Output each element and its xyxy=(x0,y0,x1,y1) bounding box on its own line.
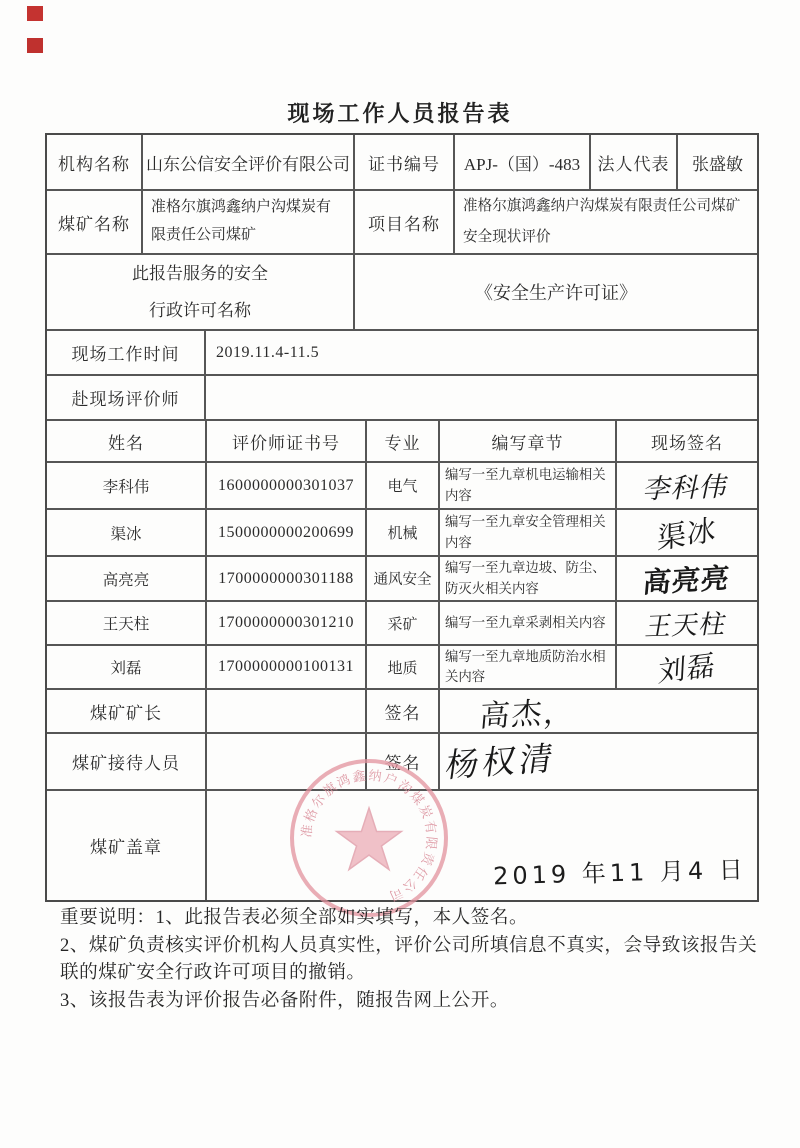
table-row xyxy=(47,135,757,191)
table-row xyxy=(47,557,757,602)
evaluator-chapters: 编写一至九章安全管理相关内容 xyxy=(440,510,617,555)
header-major: 专业 xyxy=(367,421,440,461)
evaluator-cert-no: 1700000000100131 xyxy=(207,646,367,688)
evaluator-signature xyxy=(617,646,757,688)
table-row xyxy=(47,510,757,557)
mine-name-value: 准格尔旗鸿鑫纳户沟煤炭有限责任公司煤矿 xyxy=(143,191,355,253)
cert-no-value: APJ-（国）-483 xyxy=(455,135,591,189)
handwritten-signature: 李科伟 xyxy=(641,471,732,506)
license-name-label xyxy=(47,255,355,329)
header-cert-no: 评价师证书号 xyxy=(207,421,367,461)
handwritten-signature: 杨权清 xyxy=(443,737,560,786)
evaluator-major: 机械 xyxy=(367,510,440,555)
table-row xyxy=(47,602,757,646)
mine-reception-empty-cell xyxy=(207,734,367,789)
handwritten-date: 2019 年11 月4 日 xyxy=(492,855,748,891)
evaluator-name: 李科伟 xyxy=(47,463,207,508)
red-corner-mark-top xyxy=(27,6,43,21)
mine-reception-signature xyxy=(440,734,757,789)
evaluator-signature xyxy=(617,557,757,600)
mine-reception-sign-label: 签名 xyxy=(367,734,440,789)
table-row xyxy=(47,331,757,376)
mine-seal-label: 煤矿盖章 xyxy=(47,791,207,900)
org-name-label: 机构名称 xyxy=(47,135,143,189)
personnel-header-row xyxy=(47,421,757,463)
evaluator-signature xyxy=(617,602,757,644)
mine-director-sign-label: 签名 xyxy=(367,690,440,732)
mine-director-label: 煤矿矿长 xyxy=(47,690,207,732)
red-corner-mark-bottom xyxy=(27,38,43,53)
evaluator-signature xyxy=(617,510,757,555)
org-name-value: 山东公信安全评价有限公司 xyxy=(143,135,355,189)
table-row xyxy=(47,791,757,900)
legal-rep-value: 张盛敏 xyxy=(692,154,743,174)
work-time-label: 现场工作时间 xyxy=(47,331,206,374)
table-row xyxy=(47,255,757,331)
table-row xyxy=(47,646,757,690)
note-line: 联的煤矿安全行政许可项目的撤销。 xyxy=(60,962,366,983)
note-line: 3、该报告表为评价报告必备附件，随报告网上公开。 xyxy=(60,989,509,1011)
evaluator-name: 高亮亮 xyxy=(47,557,207,600)
handwritten-signature: 刘磊 xyxy=(657,648,717,689)
evaluator-cert-no: 1700000000301188 xyxy=(207,557,367,600)
license-name-value: 《安全生产许可证》 xyxy=(475,283,637,303)
evaluator-signature xyxy=(617,463,757,508)
evaluator-cert-no: 1700000000301210 xyxy=(207,602,367,644)
evaluator-major: 电气 xyxy=(367,463,440,508)
evaluator-chapters: 编写一至九章地质防治水相关内容 xyxy=(440,646,617,688)
evaluator-chapters: 编写一至九章采剥相关内容 xyxy=(440,602,617,644)
note-line: 2、煤矿负责核实评价机构人员真实性，评价公司所填信息不真实，会导致该报告关 xyxy=(60,934,758,956)
table-row xyxy=(47,191,757,255)
handwritten-signature: 高杰， xyxy=(478,694,578,735)
mine-seal-area xyxy=(207,791,757,900)
handwritten-signature: 渠冰 xyxy=(657,512,717,556)
evaluator-name: 王天柱 xyxy=(47,602,207,644)
seal-ring-text: 准格尔旗鸿鑫纳户沟煤炭有限责任公司 xyxy=(298,767,440,905)
handwritten-signature: 高亮亮 xyxy=(641,561,732,599)
project-name-value: 准格尔旗鸿鑫纳户沟煤炭有限责任公司煤矿安全现状评价 xyxy=(463,198,741,245)
mine-director-signature xyxy=(440,690,757,735)
mine-reception-label: 煤矿接待人员 xyxy=(47,734,207,789)
evaluator-cert-no: 1500000000200699 xyxy=(207,510,367,555)
field-evaluator-label: 赴现场评价师 xyxy=(47,376,206,419)
mine-director-empty-cell xyxy=(207,690,367,732)
evaluator-name: 刘磊 xyxy=(47,646,207,688)
evaluator-chapters: 编写一至九章边坡、防尘、防灭火相关内容 xyxy=(440,557,617,600)
note-line: 重要说明：1、此报告表必须全部如实填写，本人签名。 xyxy=(60,907,529,928)
cert-no-label: 证书编号 xyxy=(355,135,455,189)
report-form-table xyxy=(45,133,759,902)
mine-name-label: 煤矿名称 xyxy=(47,191,143,253)
header-signature: 现场签名 xyxy=(651,433,723,453)
field-evaluator-value xyxy=(206,376,757,419)
header-name: 姓名 xyxy=(47,421,207,461)
table-row xyxy=(47,463,757,510)
evaluator-chapters: 编写一至九章机电运输相关内容 xyxy=(440,463,617,508)
evaluator-cert-no: 1600000000301037 xyxy=(207,463,367,508)
project-name-label: 项目名称 xyxy=(355,191,455,253)
legal-rep-label: 法人代表 xyxy=(591,135,678,189)
license-label-line2: 行政许可名称 xyxy=(149,301,251,320)
table-row xyxy=(47,376,757,421)
evaluator-major: 地质 xyxy=(367,646,440,688)
table-row xyxy=(47,734,757,791)
important-notes xyxy=(60,904,780,1014)
evaluator-major: 采矿 xyxy=(367,602,440,644)
handwritten-signature: 王天柱 xyxy=(643,609,730,643)
work-time-value: 2019.11.4-11.5 xyxy=(216,343,320,361)
license-label-line1: 此报告服务的安全 xyxy=(132,263,268,283)
evaluator-major: 通风安全 xyxy=(367,557,440,600)
header-chapters: 编写章节 xyxy=(440,421,617,461)
evaluator-name: 渠冰 xyxy=(47,510,207,555)
table-row xyxy=(47,690,757,734)
page-title: 现场工作人员报告表 xyxy=(287,101,513,126)
